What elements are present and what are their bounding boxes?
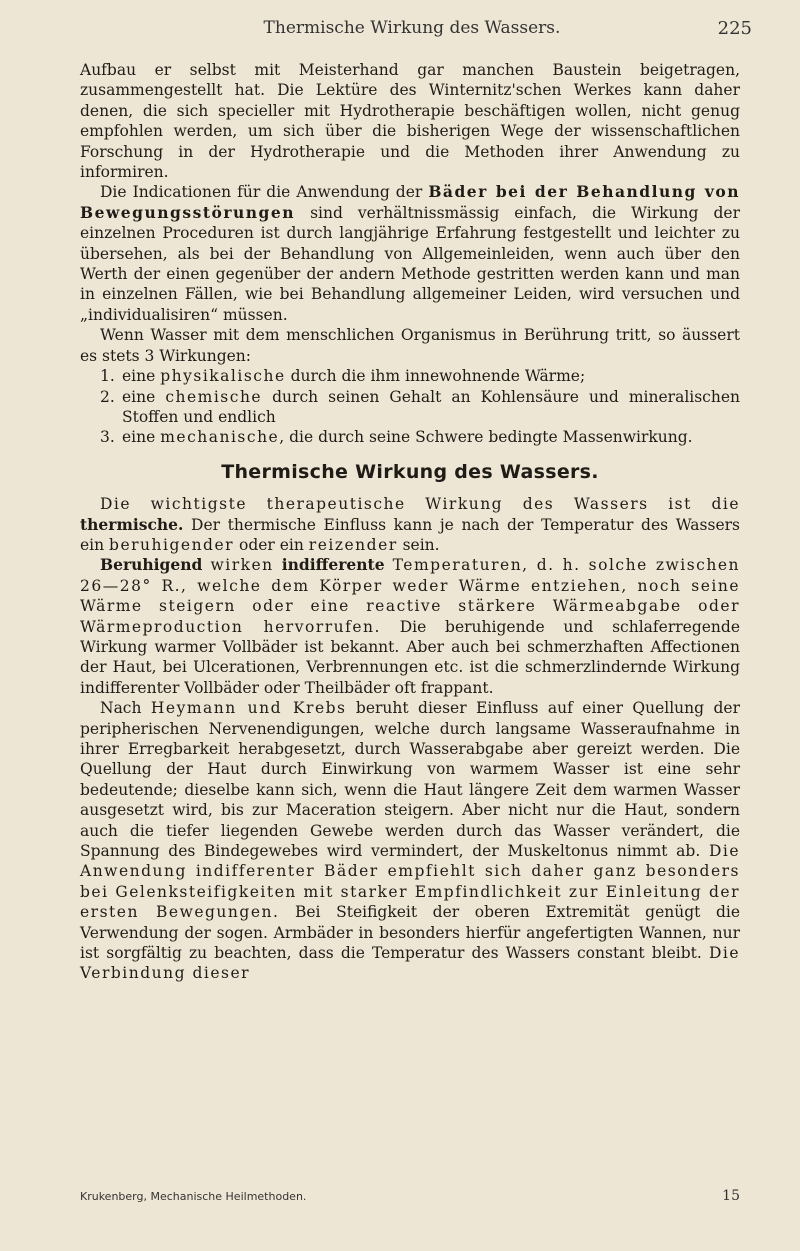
effect-pre: eine bbox=[122, 428, 161, 447]
effect-number: 3. bbox=[100, 428, 115, 447]
p4-e: oder ein bbox=[234, 535, 309, 554]
p5-c: indifferente bbox=[281, 555, 385, 575]
paragraph-6 bbox=[80, 698, 740, 984]
running-title: Thermische Wirkung des Wassers. bbox=[263, 18, 561, 38]
paragraph-5 bbox=[80, 555, 740, 698]
effect-key: chemische bbox=[165, 387, 263, 406]
effect-number: 2. bbox=[100, 387, 115, 406]
effect-pre: eine bbox=[122, 387, 166, 406]
paragraph-2-text-a: Die Indicationen für die Anwendung der bbox=[100, 183, 429, 202]
p4-f: reizender bbox=[308, 535, 398, 554]
p5-b: wirken bbox=[202, 556, 282, 575]
effect-key: physikalische bbox=[160, 367, 286, 386]
p6-b: Heymann und Krebs bbox=[150, 699, 347, 718]
paragraph-2-emphasis: Bäder bei der Behandlung von Bewegungsstörungen bbox=[80, 182, 740, 222]
p4-c: Der thermische Einfluss kann je nach der Temperatur des Wassers ein bbox=[80, 515, 740, 554]
page-number: 225 bbox=[717, 18, 752, 39]
effects-list bbox=[80, 366, 740, 448]
p5-d: Temperaturen, d. h. solche zwischen 26—28° R., welche dem Körper weder Wärme entziehen, noch seine Wärme steigern oder eine reactive stärkere Wärmeabgabe oder Wärmeproduction hervorrufen. bbox=[80, 556, 741, 636]
page-body bbox=[80, 60, 740, 984]
effect-post: durch die ihm innewohnende Wärme; bbox=[285, 367, 586, 386]
paragraph-3: Wenn Wasser mit dem menschlichen Organismus in Berührung tritt, so äussert es stets 3 Wirkungen: bbox=[80, 326, 740, 365]
signature-left: Krukenberg, Mechanische Heilmethoden. bbox=[80, 1190, 307, 1203]
p4-a: Die wichtigste therapeutische Wirkung des Wassers ist die bbox=[100, 495, 740, 514]
p6-c: beruht dieser Einfluss auf einer Quellung der peripherischen Nervenendigungen, welche durch langsame Wasseraufnahme in ihrer Erregbarkeit herabgesetzt, durch Wasserabgabe aber gereizt werden. Die Quellung der Haut durch Einwirkung von warmem Wasser ist eine sehr bedeutende; dieselbe kann sich, wenn die Haut längere Zeit dem warmen Wasser ausgesetzt wird, bis zur Maceration steigern. Aber nicht nur die Haut, sondern auch die tiefer liegenden Gewebe werden durch das Wasser verändert, die Spannung des Bindegewebes wird vermindert, der Muskeltonus nimmt ab. bbox=[80, 699, 740, 861]
section-title: Thermische Wirkung des Wassers. bbox=[221, 460, 599, 483]
effect-item bbox=[80, 427, 740, 447]
page-footer bbox=[80, 1190, 740, 1210]
effect-text bbox=[122, 366, 740, 386]
effect-key: mechanische bbox=[160, 428, 280, 447]
effect-item bbox=[80, 387, 740, 428]
paragraph-2-text-c: sind verhältnissmässig einfach, die Wirkung der einzelnen Proceduren ist durch langjährige Erfahrung festgestellt und leichter zu übersehen, als bei der Behandlung von Allgemeinleiden, wenn auch über den Werth der einen gegenüber der andern Methode gestritten werden kann und man in einzelnen Fällen, wie bei Behandlung allgemeiner Leiden, wird versuchen und „individualisiren“ müssen. bbox=[80, 203, 740, 324]
p5-a: Beruhigend bbox=[100, 555, 203, 575]
effect-post: durch seinen Gehalt an Kohlensäure und mineralischen Stoffen und endlich bbox=[122, 387, 741, 426]
effect-item bbox=[80, 366, 740, 386]
effect-text bbox=[122, 387, 740, 428]
signature-right: 15 bbox=[722, 1188, 740, 1204]
effect-text bbox=[122, 427, 740, 447]
p6-d: Die Anwendung indifferenter Bäder empfiehlt sich daher ganz besonders bei Gelenksteifigkeiten mit starker Empfindlichkeit zur Einleitung der ersten Bewegungen. bbox=[80, 842, 740, 922]
p4-b: thermische. bbox=[80, 514, 184, 534]
p6-e: Bei Steifigkeit der oberen Extremität genügt die Verwendung der sogen. Armbäder in besonders hierfür angefertigten Wannen, nur ist sorgfältig zu beachten, dass die Temperatur des Wassers constant bleibt. bbox=[80, 903, 740, 963]
effect-post: , die durch seine Schwere bedingte Massenwirkung. bbox=[279, 428, 693, 447]
p6-f: Die Verbindung dieser bbox=[80, 944, 740, 983]
paragraph-4 bbox=[80, 494, 740, 555]
paragraph-1: Aufbau er selbst mit Meisterhand gar manchen Baustein beigetragen, zusammengestellt hat. Die Lektüre des Winternitz'schen Werkes kann daher denen, die sich specieller mit Hydrotherapie beschäftigen wollen, nicht genug empfohlen werden, um sich über die bisherigen Wege der wissenschaftlichen Forschung in der Hydrotherapie und die Methoden ihrer Anwendung zu informiren. bbox=[80, 61, 740, 182]
paragraph-2 bbox=[80, 182, 740, 325]
page-header bbox=[62, 8, 762, 48]
p4-d: beruhigender bbox=[109, 535, 235, 554]
effect-pre: eine bbox=[122, 367, 161, 386]
p5-e: Die beruhigende und schlaferregende Wirkung warmer Vollbäder ist bekannt. Aber auch bei schmerzhaften Affectionen der Haut, bei Ulcerationen, Verbrennungen etc. ist die schmerzlindernde Wirkung indifferenter Vollbäder oder Theilbäder oft frappant. bbox=[80, 617, 740, 697]
effect-number: 1. bbox=[100, 367, 115, 386]
p6-a: Nach bbox=[100, 699, 151, 718]
p4-g: sein. bbox=[397, 535, 440, 554]
